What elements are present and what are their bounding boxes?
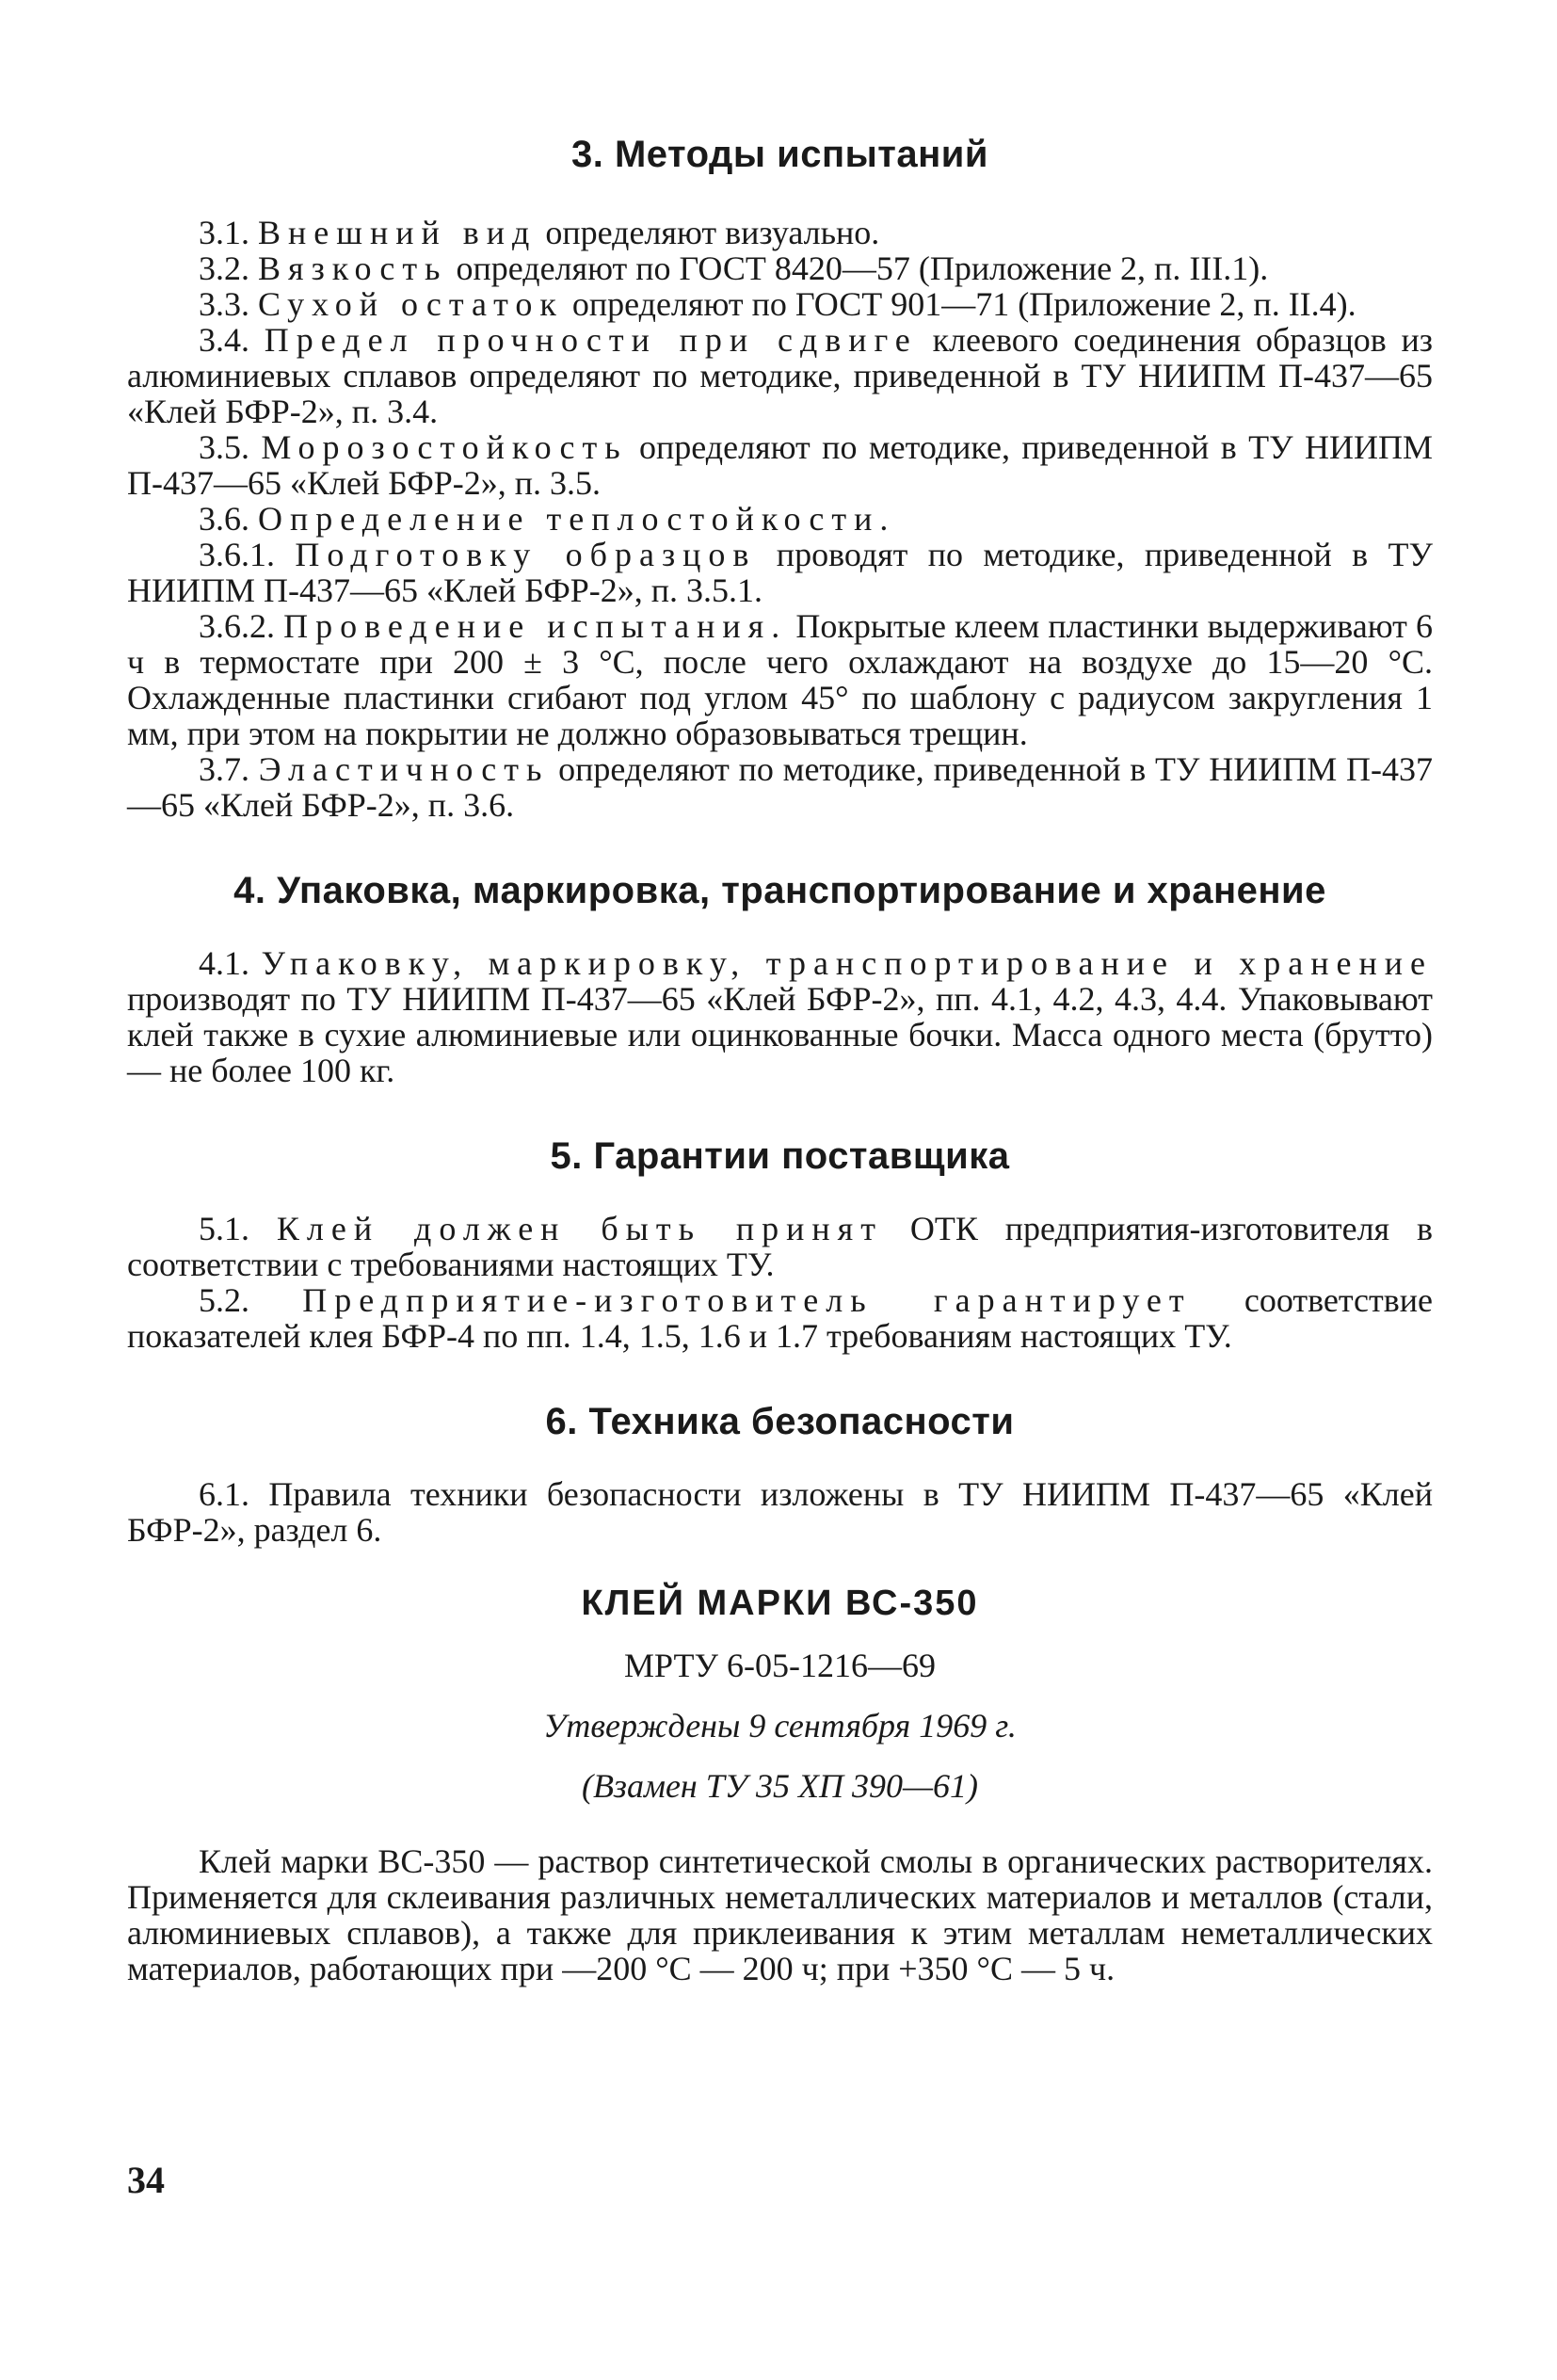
para-5-2: 5.2. Предприятие-изготовитель гарантирует соответствие показателей клея БФР-4 по пп. 1.4, 1.5, 1.6 и 1.7 требованиям настоящих ТУ. xyxy=(127,1281,1433,1355)
section-4-heading: 4. Упаковка, маркировка, транспортирование и хранение xyxy=(233,870,1326,911)
section-3-heading: 3. Методы испытаний xyxy=(571,134,988,175)
para-3-3: 3.3. Сухой остаток определяют по ГОСТ 901—71 (Приложение 2, п. II.4). xyxy=(199,285,1356,323)
para-5-1: 5.1. Клей должен быть принят ОТК предприятия-изготовителя в соответствии с требованиями настоящих ТУ. xyxy=(127,1210,1433,1283)
section-6-heading: 6. Техника безопасности xyxy=(545,1401,1015,1442)
glue-standard: МРТУ 6-05-1216—69 xyxy=(624,1647,936,1684)
page-number: 34 xyxy=(127,2159,165,2201)
para-3-6-1: 3.6.1. Подготовку образцов проводят по методике, приведенной в ТУ НИИПМ П-437—65 «Клей БФР-2», п. 3.5.1. xyxy=(127,536,1434,609)
para-6-1: 6.1. Правила техники безопасности изложены в ТУ НИИПМ П-437—65 «Клей БФР-2», раздел 6. xyxy=(127,1475,1433,1549)
para-3-2: 3.2. Вязкость определяют по ГОСТ 8420—57 (Приложение 2, п. III.1). xyxy=(199,249,1269,287)
glue-approved: Утверждены 9 сентября 1969 г. xyxy=(543,1707,1017,1745)
para-3-7: 3.7. Эластичность определяют по методике, приведенной в ТУ НИИПМ П-437—65 «Клей БФР-2», п. 3.6. xyxy=(127,750,1433,824)
document-page xyxy=(127,132,1433,1986)
section-5-heading: 5. Гарантии поставщика xyxy=(550,1135,1010,1177)
para-4-1: 4.1. Упаковку, маркировку, транспортирование и хранение производят по ТУ НИИПМ П-437—65 «Клей БФР-2», пп. 4.1, 4.2, 4.3, 4.4. Упаковывают клей также в сухие алюминиевые или оцинкованные бочки. Масса одного места (брутто) — не более 100 кг. xyxy=(127,944,1433,1089)
para-3-6: 3.6. Определение теплостойкости. xyxy=(199,500,896,538)
para-3-6-2: 3.6.2. Проведение испытания. Покрытые клеем пластинки выдерживают 6 ч в термостате при 200 ± 3 °С, после чего охлаждают на воздухе до 15—20 °С. Охлажденные пластинки сгибают под углом 45° по шаблону с радиусом закругления 1 мм, при этом на покрытии не должно образовываться трещин. xyxy=(127,607,1434,752)
para-3-1: 3.1. Внешний вид определяют визуально. xyxy=(199,214,880,251)
glue-replaces: (Взамен ТУ 35 ХП 390—61) xyxy=(581,1767,979,1805)
para-3-5: 3.5. Морозостойкость определяют по методике, приведенной в ТУ НИИПМ П-437—65 «Клей БФР-2», п. 3.5. xyxy=(127,428,1433,502)
glue-description: Клей марки ВС-350 — раствор синтетической смолы в органических растворителях. Применяется для склеивания различных неметаллических материалов и металлов (стали, алюминиевых сплавов), а также для приклеивания к этим металлам неметаллических материалов, работающих при —200 °С — 200 ч; при +350 °С — 5 ч. xyxy=(127,1842,1433,1987)
glue-title: КЛЕЙ МАРКИ ВС-350 xyxy=(581,1584,979,1623)
para-3-4: 3.4. Предел прочности при сдвиге клеевого соединения образцов из алюминиевых сплавов определяют по методике, приведенной в ТУ НИИПМ П-437—65 «Клей БФР-2», п. 3.4. xyxy=(127,321,1434,430)
